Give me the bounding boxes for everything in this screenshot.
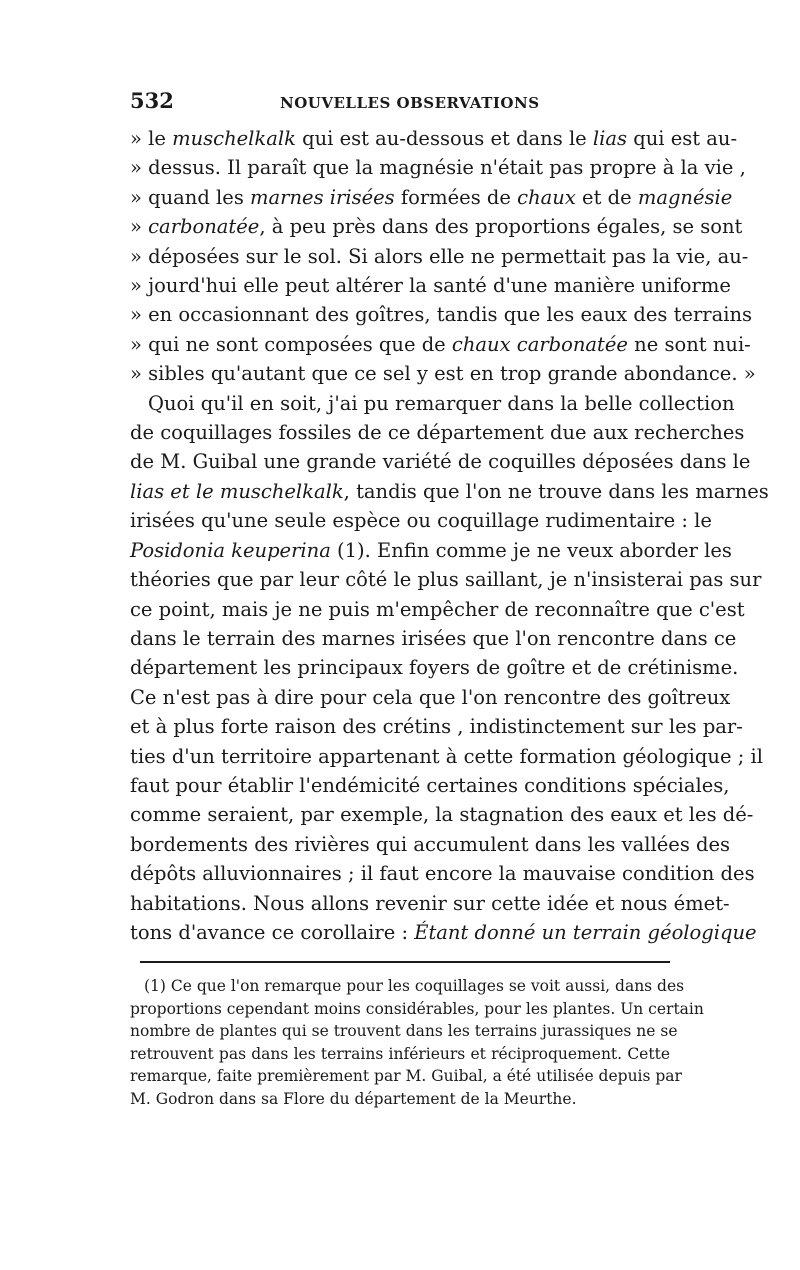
italic-term: chaux bbox=[517, 185, 576, 209]
text-line bbox=[130, 771, 730, 800]
text-segment: comme seraient, par exemple, la stagnation des eaux et les dé- bbox=[130, 803, 754, 827]
italic-term: carbonatée bbox=[148, 215, 260, 239]
text-segment: de M. Guibal une grande variété de coquilles déposées dans le bbox=[130, 450, 751, 474]
text-line bbox=[130, 477, 769, 506]
text-segment: de coquillages fossiles de ce département due aux recherches bbox=[130, 421, 745, 445]
book-page bbox=[130, 88, 769, 1110]
text-segment: bordements des rivières qui accumulent dans les vallées des bbox=[130, 832, 731, 856]
text-segment: » bbox=[130, 215, 149, 239]
text-segment: » jourd'hui elle peut altérer la santé d'une manière uniforme bbox=[130, 274, 731, 298]
text-segment: » déposées sur le sol. Si alors elle ne permettait pas la vie, au- bbox=[130, 244, 749, 268]
running-title: NOUVELLES OBSERVATIONS bbox=[280, 94, 540, 112]
text-line bbox=[130, 889, 730, 918]
text-line bbox=[130, 565, 762, 594]
quoted-passage bbox=[130, 124, 756, 389]
text-segment: » le bbox=[130, 127, 173, 150]
italic-term: lias et le muschelkalk bbox=[130, 479, 344, 503]
text-line bbox=[130, 859, 755, 888]
text-line bbox=[130, 506, 712, 535]
italic-term: Posidonia keuperina bbox=[130, 538, 331, 562]
text-line bbox=[130, 447, 751, 476]
page-header bbox=[130, 88, 670, 118]
italic-term: magnésie bbox=[637, 185, 733, 209]
text-line bbox=[130, 183, 733, 212]
text-segment: dans le terrain des marnes irisées que l'on rencontre dans ce bbox=[130, 626, 737, 650]
text-segment: habitations. Nous allons revenir sur cette idée et nous émet- bbox=[130, 891, 730, 915]
footnote-line: remarque, faite premièrement par M. Guibal, a été utilisée depuis par bbox=[130, 1067, 682, 1086]
text-line bbox=[130, 212, 743, 241]
text-segment: et à plus forte raison des crétins , indistinctement sur les par- bbox=[130, 715, 743, 739]
footnote-line: M. Godron dans sa Flore du département de la Meurthe. bbox=[130, 1089, 577, 1108]
text-segment: » quand les bbox=[130, 185, 251, 209]
text-segment: » sibles qu'autant que ce sel y est en trop grande abondance. » bbox=[130, 362, 756, 386]
italic-term: muschelkalk bbox=[172, 127, 296, 150]
text-line bbox=[130, 418, 745, 447]
text-line bbox=[130, 389, 735, 418]
text-segment: et de bbox=[575, 185, 638, 209]
text-line bbox=[130, 595, 745, 624]
italic-term: chaux carbonatée bbox=[451, 332, 628, 356]
text-segment: , à peu près dans des proportions égales, se sont bbox=[259, 215, 743, 239]
text-line bbox=[130, 624, 737, 653]
text-line bbox=[130, 242, 749, 271]
text-segment: qui est au- bbox=[627, 127, 738, 150]
main-paragraph bbox=[130, 389, 769, 948]
text-line bbox=[130, 271, 731, 300]
text-segment: Quoi qu'il en soit, j'ai pu remarquer dans la belle collection bbox=[148, 391, 735, 415]
footnote-line: retrouvent pas dans les terrains inférieurs et réciproquement. Cette bbox=[130, 1044, 670, 1063]
text-segment: ce point, mais je ne puis m'empêcher de reconnaître que c'est bbox=[130, 597, 745, 621]
text-segment: (1). Enfin comme je ne veux aborder les bbox=[330, 538, 732, 562]
text-line bbox=[130, 800, 754, 829]
italic-term: Étant donné un terrain géologique bbox=[414, 920, 757, 944]
footnote-separator bbox=[140, 961, 670, 963]
text-segment: ne sont nui- bbox=[627, 332, 751, 356]
text-segment: faut pour établir l'endémicité certaines conditions spéciales, bbox=[130, 773, 730, 797]
text-segment: ties d'un territoire appartenant à cette formation géologique ; il bbox=[130, 744, 763, 768]
text-segment: , tandis que l'on ne trouve dans les marnes bbox=[343, 479, 769, 503]
footnote bbox=[130, 975, 704, 1110]
text-segment: » qui ne sont composées que de bbox=[130, 332, 452, 356]
text-segment: Ce n'est pas à dire pour cela que l'on rencontre des goîtreux bbox=[130, 685, 731, 709]
text-segment: théories que par leur côté le plus saillant, je n'insisterai pas sur bbox=[130, 568, 762, 592]
text-line bbox=[130, 653, 739, 682]
footnote-line: nombre de plantes qui se trouvent dans les terrains jurassiques ne se bbox=[130, 1022, 678, 1041]
text-segment: département les principaux foyers de goître et de crétinisme. bbox=[130, 656, 739, 680]
text-segment: qui est au-dessous et dans le bbox=[295, 127, 593, 150]
text-line bbox=[130, 712, 743, 741]
text-line bbox=[130, 742, 763, 771]
text-segment: tons d'avance ce corollaire : bbox=[130, 920, 415, 944]
text-segment: » dessus. Il paraît que la magnésie n'était pas propre à la vie , bbox=[130, 156, 746, 180]
text-line bbox=[130, 359, 756, 388]
text-segment: dépôts alluvionnaires ; il faut encore la mauvaise condition des bbox=[130, 862, 755, 886]
italic-term: lias bbox=[592, 127, 628, 150]
text-segment: irisées qu'une seule espèce ou coquillage rudimentaire : le bbox=[130, 509, 712, 533]
italic-term: marnes irisées bbox=[250, 185, 395, 209]
text-line bbox=[130, 830, 731, 859]
footnote-line: (1) Ce que l'on remarque pour les coquillages se voit aussi, dans des bbox=[144, 977, 685, 996]
text-line bbox=[130, 683, 731, 712]
text-line bbox=[130, 300, 753, 329]
text-segment: formées de bbox=[394, 185, 518, 209]
text-line bbox=[130, 330, 751, 359]
text-line bbox=[130, 918, 757, 947]
text-segment: » en occasionnant des goîtres, tandis que les eaux des terrains bbox=[130, 303, 753, 327]
text-line bbox=[130, 153, 746, 182]
footnote-line: proportions cependant moins considérables, pour les plantes. Un certain bbox=[130, 999, 704, 1018]
body-text bbox=[130, 124, 769, 947]
text-line bbox=[130, 536, 732, 565]
text-line bbox=[130, 124, 738, 153]
page-number: 532 bbox=[130, 88, 174, 113]
